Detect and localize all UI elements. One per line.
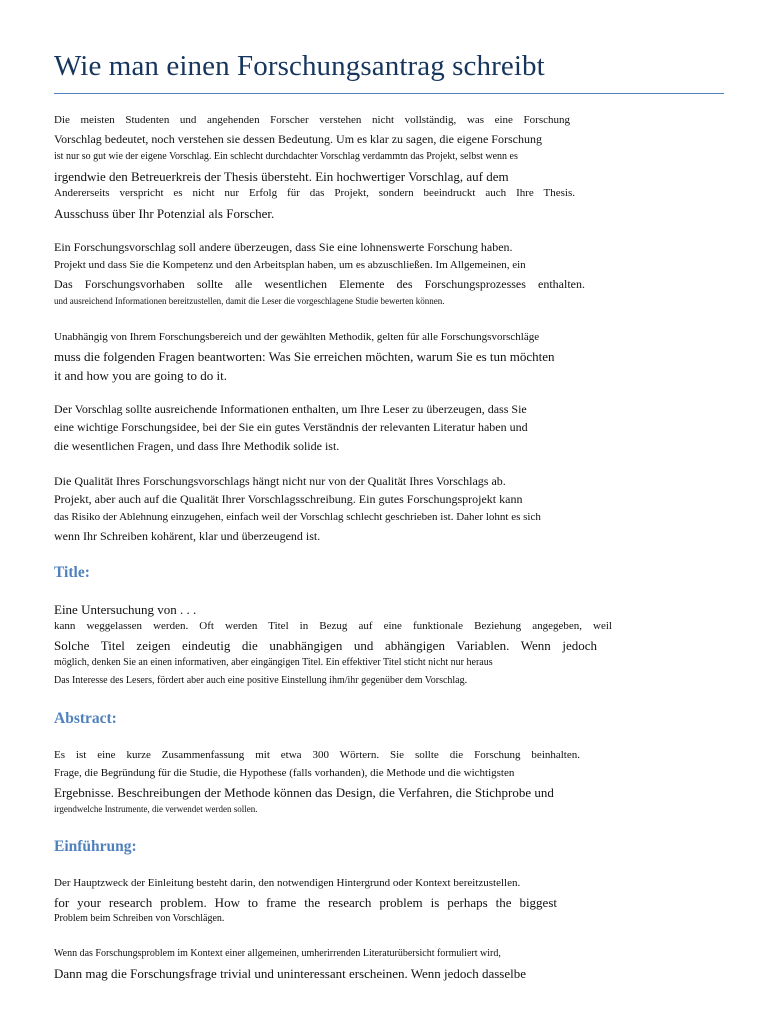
- abstract-line-1: Es ist eine kurze Zusammenfassung mit etwa 300 Wörtern. Sie sollte die Forschung beinhalten.: [54, 749, 580, 761]
- title-underline: [54, 93, 724, 94]
- einfuehrung-line-2: for your research problem. How to frame the research problem is perhaps the biggest: [54, 895, 557, 910]
- paragraph-4-line-2: eine wichtige Forschungsidee, bei der Sie ein gutes Verständnis der relevanten Literatur haben und: [54, 420, 528, 434]
- paragraph-3-line-2: muss die folgenden Fragen beantworten: Was Sie erreichen möchten, warum Sie es tun möchten: [54, 349, 555, 364]
- title-section-line-5: Das Interesse des Lesers, fördert aber auch eine positive Einstellung ihm/ihr gegenüber dem Vorschlag.: [54, 675, 468, 686]
- paragraph-3-line-3: it and how you are going to do it.: [54, 368, 227, 383]
- paragraph-2-line-3: Das Forschungsvorhaben sollte alle wesentlichen Elemente des Forschungsprozesses enthalten.: [54, 277, 585, 291]
- einfuehrung-line-1: Der Hauptzweck der Einleitung besteht darin, den notwendigen Hintergrund oder Kontext bereitzustellen.: [54, 877, 521, 889]
- einfuehrung-line-5: Dann mag die Forschungsfrage trivial und uninteressant erscheinen. Wenn jedoch dasselbe: [54, 966, 526, 981]
- abstract-line-3: Ergebnisse. Beschreibungen der Methode können das Design, die Verfahren, die Stichprobe und: [54, 785, 554, 800]
- paragraph-4-line-1: Der Vorschlag sollte ausreichende Informationen enthalten, um Ihre Leser zu überzeugen, dass Sie: [54, 402, 527, 416]
- paragraph-5-line-4: wenn Ihr Schreiben kohärent, klar und überzeugend ist.: [54, 529, 321, 543]
- abstract-line-4: irgendwelche Instrumente, die verwendet werden sollen.: [54, 804, 258, 814]
- paragraph-1-line-6: Ausschuss über Ihr Potenzial als Forscher.: [54, 206, 275, 221]
- document-title: Wie man einen Forschungsantrag schreibt: [54, 50, 545, 82]
- paragraph-2-line-4: und ausreichend Informationen bereitzustellen, damit die Leser die vorgeschlagene Studie bewerten können.: [54, 296, 445, 306]
- section-heading-einfuehrung: Einführung:: [54, 838, 137, 855]
- abstract-line-2: Frage, die Begründung für die Studie, die Hypothese (falls vorhanden), die Methode und die wichtigsten: [54, 767, 515, 779]
- paragraph-5-line-1: Die Qualität Ihres Forschungsvorschlags hängt nicht nur von der Qualität Ihres Vorschlags ab.: [54, 474, 506, 488]
- title-section-line-2: kann weggelassen werden. Oft werden Titel in Bezug auf eine funktionale Beziehung angegeben, weil: [54, 620, 612, 632]
- paragraph-5-line-2: Projekt, aber auch auf die Qualität Ihrer Vorschlagsschreibung. Ein gutes Forschungsprojekt kann: [54, 492, 523, 506]
- section-heading-abstract: Abstract:: [54, 710, 117, 727]
- paragraph-2-line-1: Ein Forschungsvorschlag soll andere überzeugen, dass Sie eine lohnenswerte Forschung haben.: [54, 240, 513, 254]
- title-section-line-1: Eine Untersuchung von . . .: [54, 602, 197, 617]
- einfuehrung-line-3: Problem beim Schreiben von Vorschlägen.: [54, 913, 225, 924]
- paragraph-3-line-1: Unabhängig von Ihrem Forschungsbereich und der gewählten Methodik, gelten für alle Forschungsvorschläge: [54, 331, 540, 343]
- paragraph-1-line-5: Andererseits verspricht es nicht nur Erfolg für das Projekt, sondern beeindruckt auch Ihre Thesis.: [54, 187, 575, 199]
- title-section-line-4: möglich, denken Sie an einen informativen, aber eingängigen Titel. Ein effektiver Titel sticht nicht nur heraus: [54, 657, 493, 668]
- paragraph-1-line-4: irgendwie den Betreuerkreis der Thesis übersteht. Ein hochwertiger Vorschlag, auf dem: [54, 169, 509, 184]
- paragraph-2-line-2: Projekt und dass Sie die Kompetenz und den Arbeitsplan haben, um es abzuschließen. Im Allgemeinen, ein: [54, 259, 526, 271]
- einfuehrung-line-4: Wenn das Forschungsproblem im Kontext einer allgemeinen, umherirrenden Literaturübersicht formuliert wird,: [54, 948, 501, 959]
- paragraph-1-line-3: ist nur so gut wie der eigene Vorschlag. Ein schlecht durchdachter Vorschlag verdammtn das Projekt, selbst wenn es: [54, 151, 518, 162]
- section-heading-title: Title:: [54, 564, 90, 581]
- paragraph-1-line-1: Die meisten Studenten und angehenden Forscher verstehen nicht vollständig, was eine Forschung: [54, 114, 570, 126]
- paragraph-4-line-3: die wesentlichen Fragen, und dass Ihre Methodik solide ist.: [54, 439, 340, 453]
- title-section-line-3: Solche Titel zeigen eindeutig die unabhängigen und abhängigen Variablen. Wenn jedoch: [54, 638, 597, 653]
- paragraph-5-line-3: das Risiko der Ablehnung einzugehen, einfach weil der Vorschlag schlecht geschrieben ist. Daher lohnt es sich: [54, 511, 541, 523]
- paragraph-1-line-2: Vorschlag bedeutet, noch verstehen sie dessen Bedeutung. Um es klar zu sagen, die eigene Forschung: [54, 132, 542, 146]
